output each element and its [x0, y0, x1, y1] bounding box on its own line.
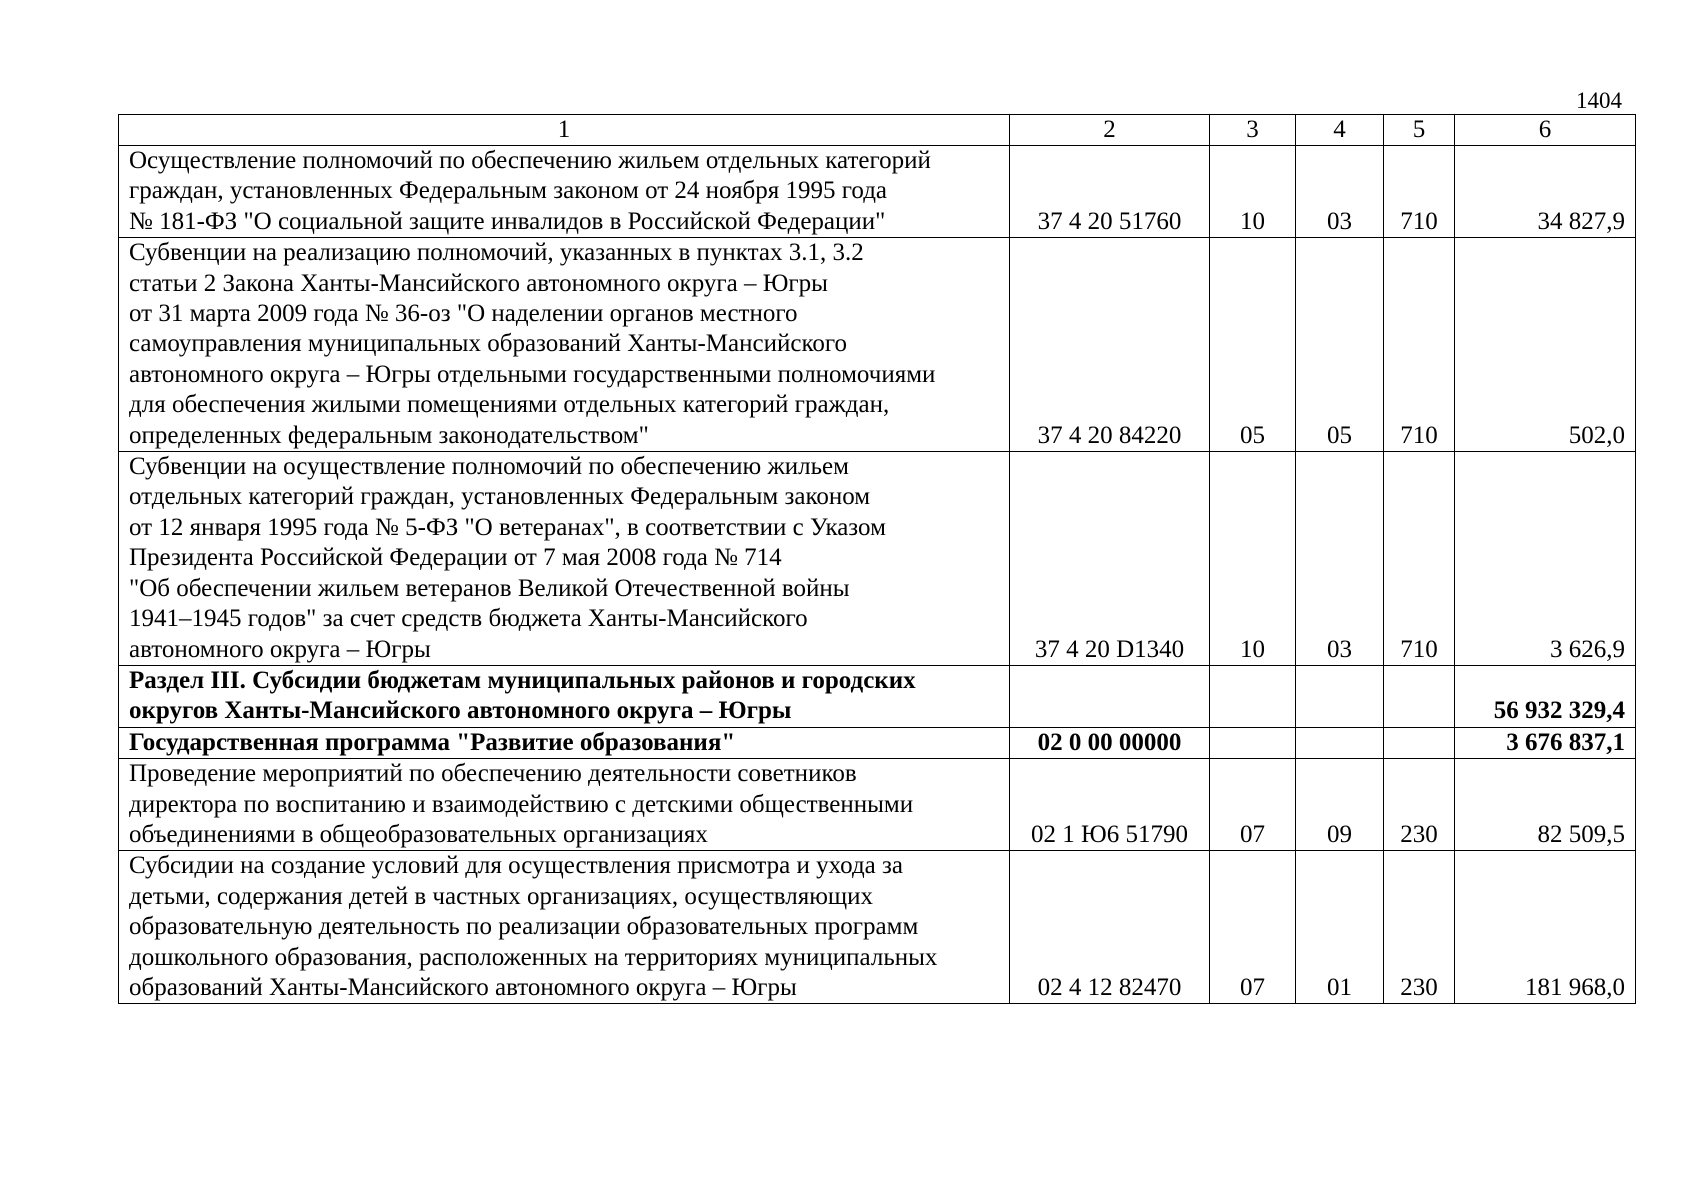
row-col3 [1210, 727, 1296, 758]
column-header-5: 5 [1384, 115, 1455, 146]
row-col4: 01 [1296, 851, 1384, 1004]
description-line: 1941–1945 годов" за счет средств бюджета Ханты-Мансийского [129, 605, 808, 633]
row-col5: 230 [1384, 851, 1455, 1004]
description-line: Осуществление полномочий по обеспечению жильем отдельных категорий [129, 147, 931, 174]
row-col3: 05 [1210, 238, 1296, 452]
row-amount: 502,0 [1455, 238, 1636, 452]
description-line: самоуправления муниципальных образований Ханты-Мансийского [129, 330, 847, 358]
table-row [119, 452, 1636, 666]
description-line: Президента Российской Федерации от 7 мая 2008 года № 714 [129, 544, 782, 572]
row-col5: 710 [1384, 238, 1455, 452]
row-description [119, 665, 1010, 727]
row-amount: 181 968,0 [1455, 851, 1636, 1004]
row-code: 37 4 20 51760 [1010, 146, 1210, 238]
description-line: образовательную деятельность по реализации образовательных программ [129, 913, 919, 941]
row-code [1010, 665, 1210, 727]
row-col4: 03 [1296, 452, 1384, 666]
row-col4: 05 [1296, 238, 1384, 452]
row-col4 [1296, 727, 1384, 758]
column-header-6: 6 [1455, 115, 1636, 146]
description-line: объединениями в общеобразовательных организациях [129, 820, 708, 848]
table-row [119, 759, 1636, 851]
table-header-row [119, 115, 1636, 146]
row-col4: 09 [1296, 759, 1384, 851]
row-col3: 07 [1210, 851, 1296, 1004]
row-code: 37 4 20 84220 [1010, 238, 1210, 452]
row-description [119, 238, 1010, 452]
row-amount: 82 509,5 [1455, 759, 1636, 851]
description-line: директора по воспитанию и взаимодействию с детскими общественными [129, 790, 914, 818]
row-col3: 10 [1210, 146, 1296, 238]
column-header-1: 1 [119, 115, 1010, 146]
table-row [119, 851, 1636, 1004]
table-row [119, 727, 1636, 758]
row-col3: 10 [1210, 452, 1296, 666]
description-line: статьи 2 Закона Ханты-Мансийского автономного округа – Югры [129, 269, 828, 297]
row-amount: 3 626,9 [1455, 452, 1636, 666]
row-description [119, 727, 1010, 758]
row-amount: 34 827,9 [1455, 146, 1636, 238]
description-line: детьми, содержания детей в частных организациях, осуществляющих [129, 882, 874, 910]
row-col3: 07 [1210, 759, 1296, 851]
table-row [119, 238, 1636, 452]
description-line: Раздел III. Субсидии бюджетам муниципальных районов и городских [129, 666, 916, 694]
row-col4: 03 [1296, 146, 1384, 238]
row-code: 02 1 Ю6 51790 [1010, 759, 1210, 851]
description-line: определенных федеральным законодательством" [129, 421, 649, 449]
row-col5 [1384, 727, 1455, 758]
row-col5: 230 [1384, 759, 1455, 851]
row-description [119, 452, 1010, 666]
column-header-4: 4 [1296, 115, 1384, 146]
table-row [119, 146, 1636, 238]
row-col5: 710 [1384, 452, 1455, 666]
page-number: 1404 [1576, 88, 1622, 113]
row-code: 37 4 20 D1340 [1010, 452, 1210, 666]
row-col5: 710 [1384, 146, 1455, 238]
description-line: Проведение мероприятий по обеспечению деятельности советников [129, 760, 857, 788]
description-line: образований Ханты-Мансийского автономного округа – Югры [129, 973, 797, 1001]
description-line: Государственная программа "Развитие образования" [129, 728, 736, 756]
description-line: граждан, установленных Федеральным законом от 24 ноября 1995 года [129, 177, 888, 205]
row-col4 [1296, 665, 1384, 727]
column-header-3: 3 [1210, 115, 1296, 146]
description-line: автономного округа – Югры отдельными государственными полномочиями [129, 360, 936, 388]
row-amount: 56 932 329,4 [1455, 665, 1636, 727]
description-line: Субвенции на реализацию полномочий, указанных в пунктах 3.1, 3.2 [129, 239, 864, 267]
description-line: Субвенции на осуществление полномочий по обеспечению жильем [129, 453, 849, 481]
row-description [119, 759, 1010, 851]
row-description [119, 146, 1010, 238]
description-line: "Об обеспечении жильем ветеранов Великой Отечественной войны [129, 574, 850, 602]
description-line: для обеспечения жилыми помещениями отдельных категорий граждан, [129, 391, 890, 419]
row-col5 [1384, 665, 1455, 727]
table-row [119, 665, 1636, 727]
row-description [119, 851, 1010, 1004]
description-line: округов Ханты-Мансийского автономного округа – Югры [129, 697, 792, 725]
description-line: № 181-ФЗ "О социальной защите инвалидов в Российской Федерации" [129, 207, 886, 235]
description-line: отдельных категорий граждан, установленных Федеральным законом [129, 483, 871, 511]
description-line: Субсидии на создание условий для осуществления присмотра и ухода за [129, 852, 903, 880]
column-header-2: 2 [1010, 115, 1210, 146]
description-line: автономного округа – Югры [129, 635, 431, 663]
row-code: 02 4 12 82470 [1010, 851, 1210, 1004]
budget-table [118, 114, 1636, 1004]
row-col3 [1210, 665, 1296, 727]
row-amount: 3 676 837,1 [1455, 727, 1636, 758]
row-code: 02 0 00 00000 [1010, 727, 1210, 758]
table-body [119, 115, 1636, 1004]
description-line: от 12 января 1995 года № 5-ФЗ "О ветеранах", в соответствии с Указом [129, 513, 886, 541]
description-line: дошкольного образования, расположенных на территориях муниципальных [129, 943, 938, 971]
description-line: от 31 марта 2009 года № 36-оз "О наделении органов местного [129, 300, 798, 328]
